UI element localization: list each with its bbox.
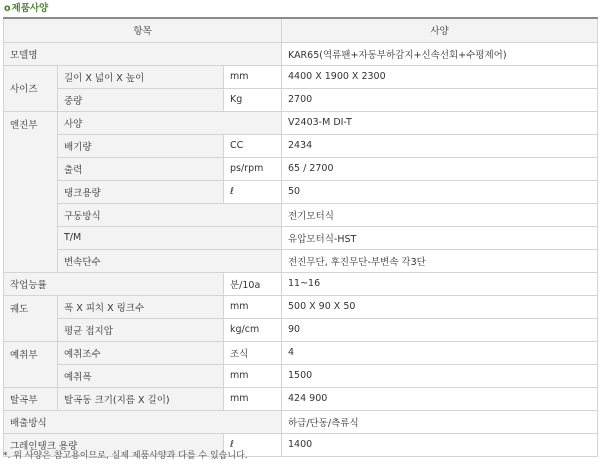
- header-item: 항목: [4, 18, 282, 42]
- table-row: [4, 410, 598, 433]
- row-value: 2700: [282, 88, 598, 111]
- row-label: 출력: [58, 157, 224, 180]
- row-unit: 분/10a: [224, 272, 282, 295]
- bullet-icon: o: [4, 3, 11, 14]
- row-unit: ℓ: [224, 433, 282, 456]
- table-row: [4, 295, 598, 318]
- row-label: 중량: [58, 88, 224, 111]
- row-label: 예취조수: [58, 341, 224, 364]
- row-value: 424 900: [282, 387, 598, 410]
- table-row: [4, 226, 598, 249]
- row-unit: mm: [224, 295, 282, 318]
- table-row: [4, 341, 598, 364]
- row-unit: kg/cm: [224, 318, 282, 341]
- row-value: 11~16: [282, 272, 598, 295]
- group-label: 예취부: [4, 341, 58, 387]
- row-value: V2403-M DI-T: [282, 111, 598, 134]
- row-label: 배출방식: [4, 410, 282, 433]
- row-value: 유압모터식-HST: [282, 226, 598, 249]
- table-row: [4, 364, 598, 387]
- group-label: 엔진부: [4, 111, 58, 272]
- row-unit: Kg: [224, 88, 282, 111]
- table-row: [4, 134, 598, 157]
- table-header-row: [4, 18, 598, 42]
- row-label: 모델명: [4, 42, 282, 65]
- row-value: 90: [282, 318, 598, 341]
- table-row: [4, 157, 598, 180]
- table-row: [4, 387, 598, 410]
- row-unit: mm: [224, 65, 282, 88]
- row-value: 1400: [282, 433, 598, 456]
- row-value: 65 / 2700: [282, 157, 598, 180]
- table-row: [4, 272, 598, 295]
- row-unit: ℓ: [224, 180, 282, 203]
- row-label: 길이 X 넓이 X 높이: [58, 65, 224, 88]
- section-title: [4, 2, 48, 16]
- table-row: [4, 88, 598, 111]
- group-label: 사이즈: [4, 65, 58, 111]
- table-row: [4, 249, 598, 272]
- row-label: 구동방식: [58, 203, 282, 226]
- group-label: 탈곡부: [4, 387, 58, 410]
- table-row: [4, 318, 598, 341]
- row-value: 1500: [282, 364, 598, 387]
- row-unit: CC: [224, 134, 282, 157]
- table-row: [4, 180, 598, 203]
- row-value: 2434: [282, 134, 598, 157]
- row-label: 그레인탱크 용량: [4, 433, 224, 456]
- row-value: 전진무단, 후진무단-부변속 각3단: [282, 249, 598, 272]
- row-unit: mm: [224, 364, 282, 387]
- row-label: 배기량: [58, 134, 224, 157]
- row-unit: mm: [224, 387, 282, 410]
- table-row: [4, 42, 598, 65]
- row-value: 하급/단동/측류식: [282, 410, 598, 433]
- row-label: 평균 접지압: [58, 318, 224, 341]
- row-value: 500 X 90 X 50: [282, 295, 598, 318]
- row-label: 작업능률: [4, 272, 224, 295]
- row-label: 폭 X 피치 X 링크수: [58, 295, 224, 318]
- footnote: *. 위 사양은 참고용이므로, 실제 제품사양과 다를 수 있습니다.: [3, 451, 248, 461]
- header-spec: 사양: [282, 18, 598, 42]
- row-value: 4: [282, 341, 598, 364]
- row-label: T/M: [58, 226, 282, 249]
- row-label: 예취폭: [58, 364, 224, 387]
- row-label: 탈곡동 크기(지름 X 길이): [58, 387, 224, 410]
- row-unit: ps/rpm: [224, 157, 282, 180]
- table-row: [4, 65, 598, 88]
- section-title-text: 제품사양: [11, 3, 49, 14]
- row-value: 전기모터식: [282, 203, 598, 226]
- row-label: 탱크용량: [58, 180, 224, 203]
- row-value: 50: [282, 180, 598, 203]
- row-label: 변속단수: [58, 249, 282, 272]
- row-unit: 조식: [224, 341, 282, 364]
- row-label: 사양: [58, 111, 282, 134]
- row-value: 4400 X 1900 X 2300: [282, 65, 598, 88]
- group-label: 궤도: [4, 295, 58, 341]
- spec-table: [3, 17, 598, 457]
- table-row: [4, 203, 598, 226]
- row-value: KAR65(역류팬+자동부하감지+신속선회+수평제어): [282, 42, 598, 65]
- table-row: [4, 111, 598, 134]
